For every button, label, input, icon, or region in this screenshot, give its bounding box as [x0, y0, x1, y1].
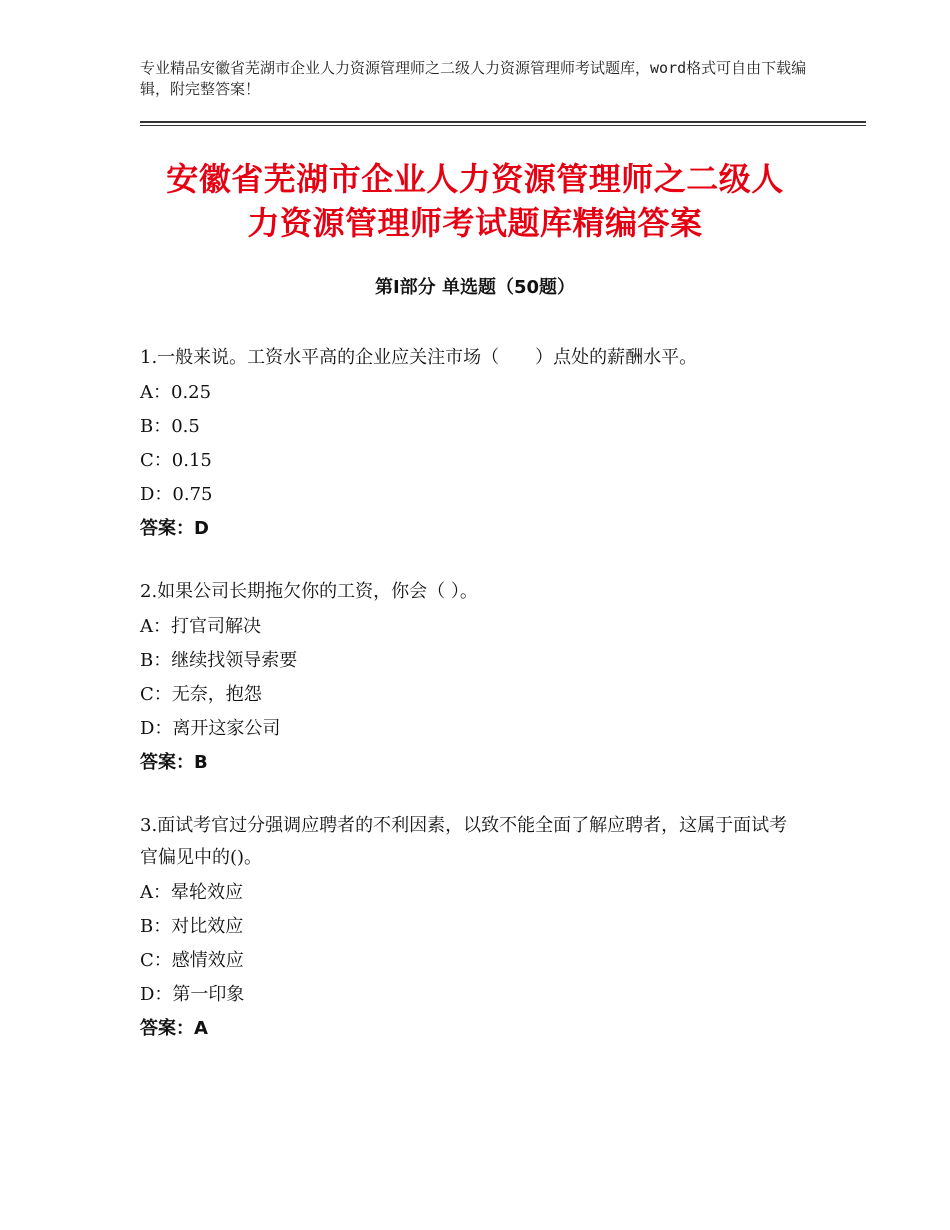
section-title: 第Ⅰ部分 单选题（50题）: [374, 277, 575, 298]
option-d: D：第一印象: [140, 984, 245, 1005]
question-list: [140, 342, 800, 1076]
option-b: B：0.5: [140, 416, 200, 437]
option-c: C：0.15: [140, 450, 212, 471]
document-title: [120, 157, 830, 245]
option-c: C：无奈，抱怨: [140, 684, 262, 705]
document-title-line-1: 安徽省芜湖市企业人力资源管理师之二级人: [166, 160, 784, 198]
option-d: D：0.75: [140, 484, 213, 505]
question-stem: 2.如果公司长期拖欠你的工资，你会（ ）。: [140, 581, 478, 602]
question-stem: 1.一般来说。工资水平高的企业应关注市场（ ）点处的薪酬水平。: [140, 347, 698, 368]
answer: 答案：A: [140, 1018, 208, 1039]
question-stem: 3.面试考官过分强调应聘者的不利因素，以致不能全面了解应聘者，这属于面试考官偏见中的()。: [140, 815, 788, 868]
question-2: [140, 576, 800, 780]
option-b: B：继续找领导索要: [140, 650, 298, 671]
option-a: A：0.25: [140, 382, 212, 403]
option-d: D：离开这家公司: [140, 718, 281, 739]
header-note: 专业精品安徽省芜湖市企业人力资源管理师之二级人力资源管理师考试题库，word格式可自由下载编辑，附完整答案！: [140, 59, 807, 98]
document-title-line-2: 力资源管理师考试题库精编答案: [247, 204, 703, 242]
answer: 答案：D: [140, 518, 209, 539]
option-a: A：打官司解决: [140, 616, 261, 637]
answer: 答案：B: [140, 752, 208, 773]
header-divider-thin: [140, 125, 866, 126]
question-1: [140, 342, 800, 546]
option-a: A：晕轮效应: [140, 882, 243, 903]
header-divider-thick: [140, 121, 866, 123]
option-b: B：对比效应: [140, 916, 244, 937]
option-c: C：感情效应: [140, 950, 244, 971]
question-3: [140, 810, 800, 1046]
